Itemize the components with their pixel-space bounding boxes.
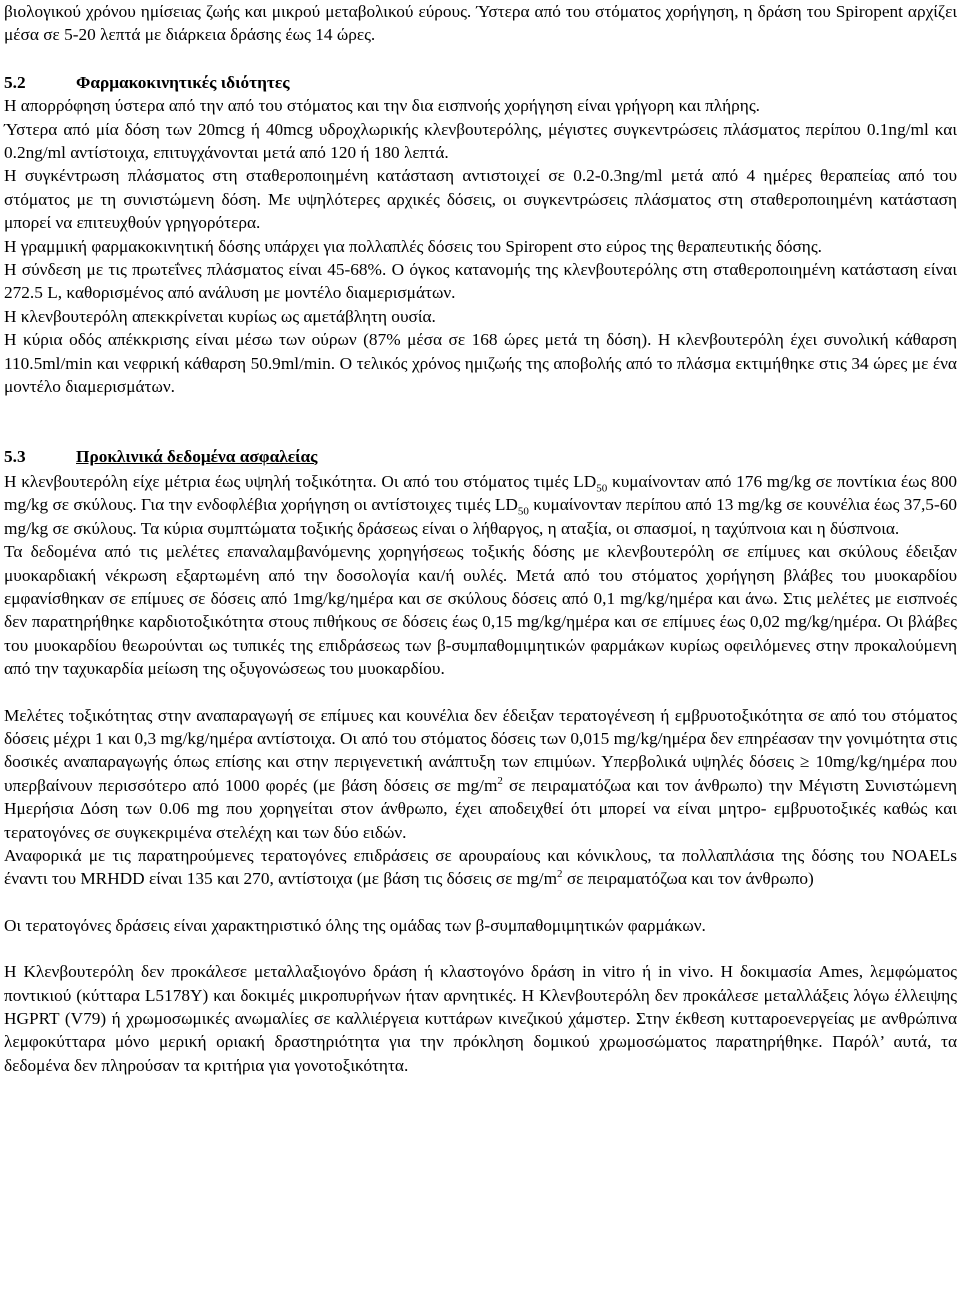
section-number: 5.3 — [4, 446, 26, 466]
paragraph: Οι τερατογόνες δράσεις είναι χαρακτηριστικό όλης της ομάδας των β-συμπαθομιμητικών φαρμάκων. — [4, 915, 706, 935]
intro-paragraph: βιολογικού χρόνου ημίσειας ζωής και μικρού μεταβολικού εύρους. Ύστερα από του στόματος χορήγηση, η δράση του Spiropent αρχίζει μέσα σε 5-20 λεπτά με διάρκεια δράσης έως 14 ώρες. — [4, 2, 957, 45]
paragraph-reproduction: Μελέτες τοξικότητας στην αναπαραγωγή σε επίμυες και κουνέλια δεν έδειξαν τερατογένεση ή εμβρυοτοξικότητα σε από του στόματος δόσεις μέχρι 1 και 0,3 mg/kg/ημέρα αντίστοιχα. Οι από του στόματος δόσεις των 0,015 mg/kg/ημέρα δεν επηρέασαν την γονιμότητα στις δοσικές αναπαραγωγής όπως επίσης και στην περιγενετική ανάπτυξη των επιμύων. Υπερβολικά υψηλές δόσεις ≥ 10mg/kg/ημέρα που υπερβαίνουν περισσότερο από 1000 φορές (με βάση δόσεις σε $mg/m^2$ σε πειραματόζωα και τον άνθρωπο) την Μέγιστη Συνιστώμενη Ημερήσια Δόση των 0.06 mg που χορηγείται στον άνθρωπο, έχει αποδειχθεί ότι μπορεί να είναι μητρο- εμβρυοτοξικές καθώς και τερατογόνες σε συγκεκριμένα στελέχη και των δύο ειδών. — [4, 705, 957, 842]
paragraph: Η συγκέντρωση πλάσματος στη σταθεροποιημένη κατάσταση αντιστοιχεί σε 0.2-0.3ng/ml μετά από 4 ημέρες θεραπείας από του στόματος με τη συνιστώμενη δόση. Με υψηλότερες αρχικές δόσεις, οι συγκεντρώσεις πλάσματος στη σταθεροποιημένη κατάσταση μπορεί να επιτευχθούν γρηγορότερα. — [4, 166, 957, 233]
paragraph: Η σύνδεση με τις πρωτεΐνες πλάσματος είναι 45-68%. Ο όγκος κατανομής της κλενβουτερόλης στη σταθεροποιημένη κατάσταση είναι 272.5 L, καθορισμένος από ανάλυση με μοντέλο διαμερισμάτων. — [4, 260, 957, 303]
paragraph: Ύστερα από μία δόση των 20mcg ή 40mcg υδροχλωρικής κλενβουτερόλης, μέγιστες συγκεντρώσεις πλάσματος περίπου 0.1ng/ml και 0.2ng/ml αντίστοιχα, επιτυγχάνονται μετά από 120 ή 180 λεπτά. — [4, 119, 957, 163]
paragraph-teratogenic: Αναφορικά με τις παρατηρούμενες τερατογόνες επιδράσεις σε αρουραίους και κόνικλους, τα πολλαπλάσια της δόσης του NOAELs έναντι του MRHDD είναι 135 και 270, αντίστοιχα (με βάση τις δόσεις σε $mg/m^2$ σε πειραματόζωα και τον άνθρωπο) — [4, 846, 957, 889]
document-page — [4, 0, 957, 1077]
section-heading-5-2 — [4, 71, 957, 94]
section-heading-5-3 — [4, 445, 957, 468]
section-title: Προκλινικά δεδομένα ασφαλείας — [76, 446, 318, 466]
paragraph: Η κύρια οδός απέκκρισης είναι μέσω των ούρων (87% μέσα σε 168 ώρες μετά τη δόση). Η κλενβουτερόλη έχει συνολική κάθαρση 110.5ml/min και νεφρική κάθαρση 50.9ml/min. Ο τελικός χρόνος ημιζωής της αποβολής από το πλάσμα εκτιμήθηκε στις 34 ώρες με ένα μοντέλο διαμερισμάτων. — [4, 330, 957, 397]
paragraph: Η απορρόφηση ύστερα από την από του στόματος και την δια εισπνοής χορήγηση είναι γρήγορη και πλήρης. — [4, 96, 760, 116]
paragraph: Η γραμμική φαρμακοκινητική δόσης υπάρχει για πολλαπλές δόσεις του Spiropent στο εύρος της θεραπευτικής δόσης. — [4, 236, 822, 256]
paragraph-ld50: Η κλενβουτερόλη είχε μέτρια έως υψηλή τοξικότητα. Οι από του στόματος τιμές $LD_{50}$ κυμαίνονταν από 176 mg/kg σε ποντίκια έως 800 mg/kg σε σκύλους. Για την ενδοφλέβια χορήγηση οι αντίστοιχες τιμές $LD_{50}$ κυμαίνονταν περίπου από 13 mg/kg σε κουνέλια έως 37,5-60 mg/kg σε σκύλους. Τα κύρια συμπτώματα τοξικής δράσεως είναι ο λήθαργος, η αταξία, οι σπασμοί, η ταχύπνοια και η δύσπνοια. — [4, 471, 957, 538]
paragraph-genotoxicity: Η Κλενβουτερόλη δεν προκάλεσε μεταλλαξιογόνο δράση ή κλαστογόνο δράση in vitro ή in vivo. Η δοκιμασία Ames, λεμφώματος ποντικιού (κύτταρα L5178Y) και δοκιμές μικροπυρήνων ήταν αρνητικές. Η Κλενβουτερόλη δεν προκάλεσε μεταλλάξεις λόγω έλλειψης HGPRT (V79) ή χρωμοσωμικές ανωμαλίες σε καλλιέργεια κυττάρων κινεζικού χάμστερ. Στην έκθεση κυτταροενεργείας με ανθρώπινα λεμφοκύτταρα μόνο μερική οριακή δραστηριότητα για την πρόκληση δομικού χρωμοσώματος παρατηρήθηκε. Παρόλ’ αυτά, τα δεδομένα δεν πληρούσαν τα κριτήρια για γονοτοξικότητα. — [4, 962, 957, 1075]
section-number: 5.2 — [4, 72, 26, 92]
paragraph: Η κλενβουτερόλη απεκκρίνεται κυρίως ως αμετάβλητη ουσία. — [4, 306, 436, 326]
section-title: Φαρμακοκινητικές ιδιότητες — [76, 72, 290, 92]
paragraph: Τα δεδομένα από τις μελέτες επαναλαμβανόμενης χορηγήσεως τοξικής δόσης με κλενβουτερόλη σε επίμυες και σκύλους έδειξαν μυοκαρδιακή νέκρωση εξαρτωμένη από την δοσολογία και/ή ουλές. Μετά από του στόματος χορήγηση βλάβες του μυοκαρδίου εμφανίσθηκαν σε επίμυες σε δόσεις από 1mg/kg/ημέρα και σε σκύλους δόσεις από 0,1 mg/kg/ημέρα και άνω. Στις μελέτες με εισπνοές δεν παρατηρήθηκε καρδιοτοξικότητα στους πιθήκους σε δόσεις έως 0,15 mg/kg/ημέρα και σε επίμυες έως 0,02 mg/kg/ημέρα. Οι βλάβες του μυοκαρδίου θεωρούνται ως τυπικές της επιδράσεως των β-συμπαθομιμητικών φαρμάκων κυρίως οφειλόμενες στην προκαλούμενη από την ταχυκαρδία μείωση της οξυγονώσεως του μυοκαρδίου. — [4, 542, 957, 679]
